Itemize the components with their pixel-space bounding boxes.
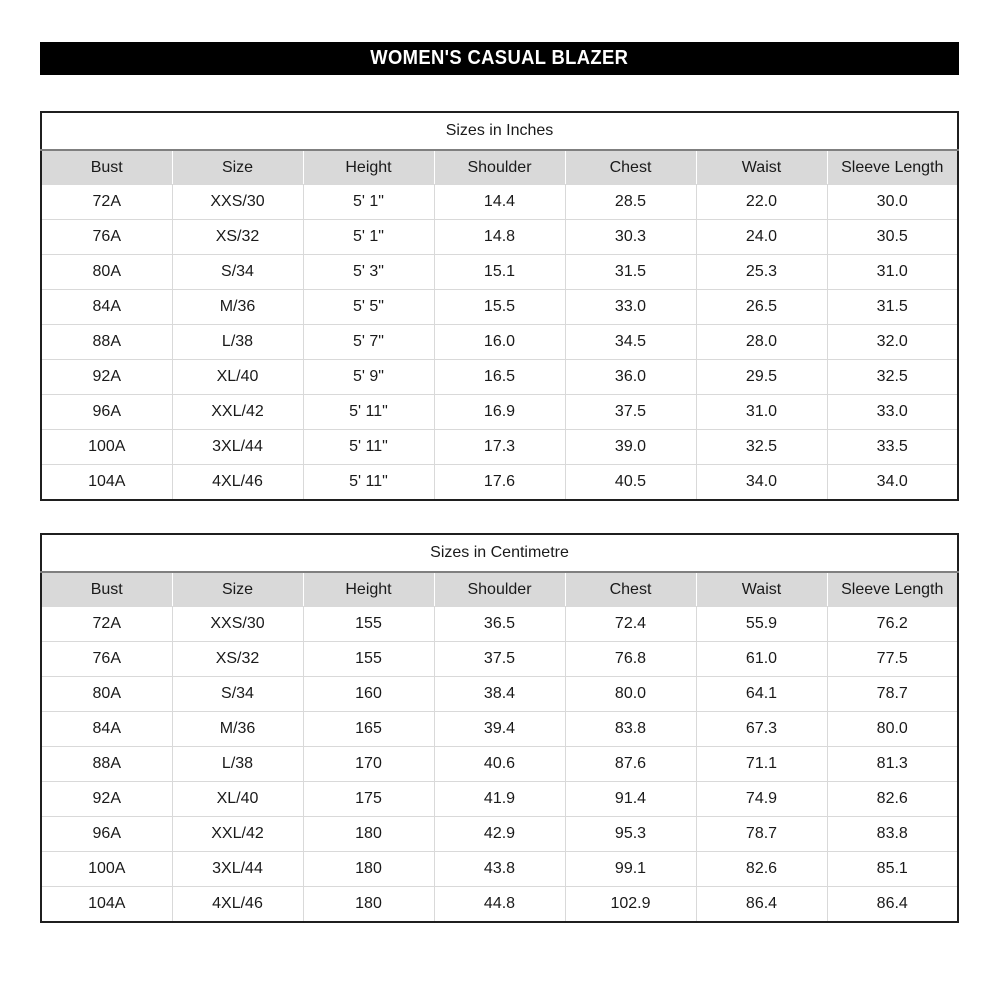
- data-cell: 82.6: [696, 852, 827, 887]
- data-cell: 37.5: [565, 395, 696, 430]
- data-cell: 78.7: [696, 817, 827, 852]
- table-header-row: [41, 572, 958, 607]
- data-cell: 5' 1": [303, 220, 434, 255]
- data-cell: S/34: [172, 677, 303, 712]
- sizes-in-inches-table: [40, 111, 959, 501]
- table-row: [41, 395, 958, 430]
- data-cell: 3XL/44: [172, 430, 303, 465]
- data-cell: 37.5: [434, 642, 565, 677]
- data-cell: 100A: [41, 430, 172, 465]
- data-cell: 15.5: [434, 290, 565, 325]
- product-title-banner: [40, 42, 959, 75]
- table-row: [41, 782, 958, 817]
- size-table: [40, 111, 959, 501]
- data-cell: 5' 9": [303, 360, 434, 395]
- data-cell: 78.7: [827, 677, 958, 712]
- column-header-chest: Chest: [565, 572, 696, 607]
- data-cell: 40.5: [565, 465, 696, 501]
- data-cell: 16.5: [434, 360, 565, 395]
- column-header-shoulder: Shoulder: [434, 150, 565, 185]
- data-cell: 30.5: [827, 220, 958, 255]
- data-cell: 104A: [41, 465, 172, 501]
- data-cell: 72.4: [565, 607, 696, 642]
- data-cell: 92A: [41, 360, 172, 395]
- data-cell: 17.6: [434, 465, 565, 501]
- table-row: [41, 360, 958, 395]
- data-cell: 80.0: [827, 712, 958, 747]
- data-cell: 64.1: [696, 677, 827, 712]
- data-cell: 28.5: [565, 185, 696, 220]
- column-header-waist: Waist: [696, 150, 827, 185]
- data-cell: 80A: [41, 255, 172, 290]
- data-cell: 36.5: [434, 607, 565, 642]
- data-cell: 84A: [41, 290, 172, 325]
- data-cell: 91.4: [565, 782, 696, 817]
- data-cell: 99.1: [565, 852, 696, 887]
- data-cell: M/36: [172, 290, 303, 325]
- data-cell: 180: [303, 887, 434, 923]
- column-header-waist: Waist: [696, 572, 827, 607]
- data-cell: 33.5: [827, 430, 958, 465]
- data-cell: 80.0: [565, 677, 696, 712]
- data-cell: 96A: [41, 395, 172, 430]
- table-title: Sizes in Centimetre: [41, 534, 958, 572]
- data-cell: XXL/42: [172, 395, 303, 430]
- data-cell: 86.4: [827, 887, 958, 923]
- column-header-bust: Bust: [41, 150, 172, 185]
- table-row: [41, 290, 958, 325]
- data-cell: 29.5: [696, 360, 827, 395]
- column-header-sleeve-length: Sleeve Length: [827, 572, 958, 607]
- data-cell: 36.0: [565, 360, 696, 395]
- table-row: [41, 747, 958, 782]
- data-cell: 22.0: [696, 185, 827, 220]
- data-cell: 31.0: [827, 255, 958, 290]
- sizes-in-centimetre-table: [40, 533, 959, 923]
- data-cell: 34.5: [565, 325, 696, 360]
- data-cell: S/34: [172, 255, 303, 290]
- data-cell: L/38: [172, 325, 303, 360]
- data-cell: 41.9: [434, 782, 565, 817]
- data-cell: 5' 3": [303, 255, 434, 290]
- data-cell: 44.8: [434, 887, 565, 923]
- data-cell: 85.1: [827, 852, 958, 887]
- data-cell: 81.3: [827, 747, 958, 782]
- data-cell: 155: [303, 642, 434, 677]
- data-cell: 76A: [41, 642, 172, 677]
- data-cell: XS/32: [172, 220, 303, 255]
- table-header-row: [41, 150, 958, 185]
- data-cell: 33.0: [565, 290, 696, 325]
- data-cell: XL/40: [172, 782, 303, 817]
- data-cell: 55.9: [696, 607, 827, 642]
- data-cell: 5' 5": [303, 290, 434, 325]
- data-cell: 17.3: [434, 430, 565, 465]
- data-cell: 180: [303, 852, 434, 887]
- data-cell: 77.5: [827, 642, 958, 677]
- column-header-size: Size: [172, 150, 303, 185]
- data-cell: 165: [303, 712, 434, 747]
- data-cell: 61.0: [696, 642, 827, 677]
- data-cell: 86.4: [696, 887, 827, 923]
- data-cell: 31.0: [696, 395, 827, 430]
- data-cell: 95.3: [565, 817, 696, 852]
- table-row: [41, 642, 958, 677]
- data-cell: 155: [303, 607, 434, 642]
- table-row: [41, 677, 958, 712]
- data-cell: XXS/30: [172, 185, 303, 220]
- data-cell: 83.8: [565, 712, 696, 747]
- data-cell: 38.4: [434, 677, 565, 712]
- column-header-height: Height: [303, 572, 434, 607]
- data-cell: 82.6: [827, 782, 958, 817]
- data-cell: 24.0: [696, 220, 827, 255]
- column-header-shoulder: Shoulder: [434, 572, 565, 607]
- data-cell: 32.5: [696, 430, 827, 465]
- data-cell: 175: [303, 782, 434, 817]
- column-header-chest: Chest: [565, 150, 696, 185]
- data-cell: 76.2: [827, 607, 958, 642]
- data-cell: L/38: [172, 747, 303, 782]
- column-header-size: Size: [172, 572, 303, 607]
- data-cell: 76A: [41, 220, 172, 255]
- data-cell: XS/32: [172, 642, 303, 677]
- data-cell: 15.1: [434, 255, 565, 290]
- data-cell: 5' 11": [303, 395, 434, 430]
- data-cell: 28.0: [696, 325, 827, 360]
- data-cell: 34.0: [827, 465, 958, 501]
- table-row: [41, 817, 958, 852]
- data-cell: 160: [303, 677, 434, 712]
- data-cell: 5' 1": [303, 185, 434, 220]
- data-cell: 80A: [41, 677, 172, 712]
- data-cell: 104A: [41, 887, 172, 923]
- table-row: [41, 887, 958, 923]
- data-cell: 3XL/44: [172, 852, 303, 887]
- data-cell: 102.9: [565, 887, 696, 923]
- page-title: WOMEN'S CASUAL BLAZER: [370, 47, 629, 69]
- data-cell: 72A: [41, 607, 172, 642]
- data-cell: 88A: [41, 747, 172, 782]
- data-cell: 4XL/46: [172, 887, 303, 923]
- data-cell: 5' 11": [303, 430, 434, 465]
- data-cell: 83.8: [827, 817, 958, 852]
- data-cell: 31.5: [827, 290, 958, 325]
- table-row: [41, 185, 958, 220]
- data-cell: 26.5: [696, 290, 827, 325]
- data-cell: 16.0: [434, 325, 565, 360]
- table-row: [41, 255, 958, 290]
- data-cell: 84A: [41, 712, 172, 747]
- table-row: [41, 607, 958, 642]
- data-cell: 39.0: [565, 430, 696, 465]
- column-header-sleeve-length: Sleeve Length: [827, 150, 958, 185]
- data-cell: 40.6: [434, 747, 565, 782]
- data-cell: 5' 7": [303, 325, 434, 360]
- data-cell: 31.5: [565, 255, 696, 290]
- data-cell: 72A: [41, 185, 172, 220]
- data-cell: 30.3: [565, 220, 696, 255]
- size-table: [40, 533, 959, 923]
- column-header-bust: Bust: [41, 572, 172, 607]
- data-cell: 88A: [41, 325, 172, 360]
- table-row: [41, 712, 958, 747]
- table-title: Sizes in Inches: [41, 112, 958, 150]
- data-cell: 43.8: [434, 852, 565, 887]
- data-cell: 5' 11": [303, 465, 434, 501]
- data-cell: 67.3: [696, 712, 827, 747]
- table-row: [41, 220, 958, 255]
- data-cell: 76.8: [565, 642, 696, 677]
- table-row: [41, 852, 958, 887]
- data-cell: 32.5: [827, 360, 958, 395]
- data-cell: M/36: [172, 712, 303, 747]
- data-cell: 30.0: [827, 185, 958, 220]
- data-cell: XXS/30: [172, 607, 303, 642]
- data-cell: 25.3: [696, 255, 827, 290]
- data-cell: 33.0: [827, 395, 958, 430]
- table-row: [41, 325, 958, 360]
- data-cell: 34.0: [696, 465, 827, 501]
- table-row: [41, 430, 958, 465]
- data-cell: 100A: [41, 852, 172, 887]
- data-cell: 4XL/46: [172, 465, 303, 501]
- data-cell: 42.9: [434, 817, 565, 852]
- data-cell: 87.6: [565, 747, 696, 782]
- data-cell: XXL/42: [172, 817, 303, 852]
- data-cell: 14.4: [434, 185, 565, 220]
- data-cell: 16.9: [434, 395, 565, 430]
- data-cell: 74.9: [696, 782, 827, 817]
- data-cell: 96A: [41, 817, 172, 852]
- data-cell: 39.4: [434, 712, 565, 747]
- data-cell: 71.1: [696, 747, 827, 782]
- table-row: [41, 465, 958, 501]
- column-header-height: Height: [303, 150, 434, 185]
- data-cell: 92A: [41, 782, 172, 817]
- data-cell: XL/40: [172, 360, 303, 395]
- data-cell: 170: [303, 747, 434, 782]
- data-cell: 32.0: [827, 325, 958, 360]
- data-cell: 180: [303, 817, 434, 852]
- data-cell: 14.8: [434, 220, 565, 255]
